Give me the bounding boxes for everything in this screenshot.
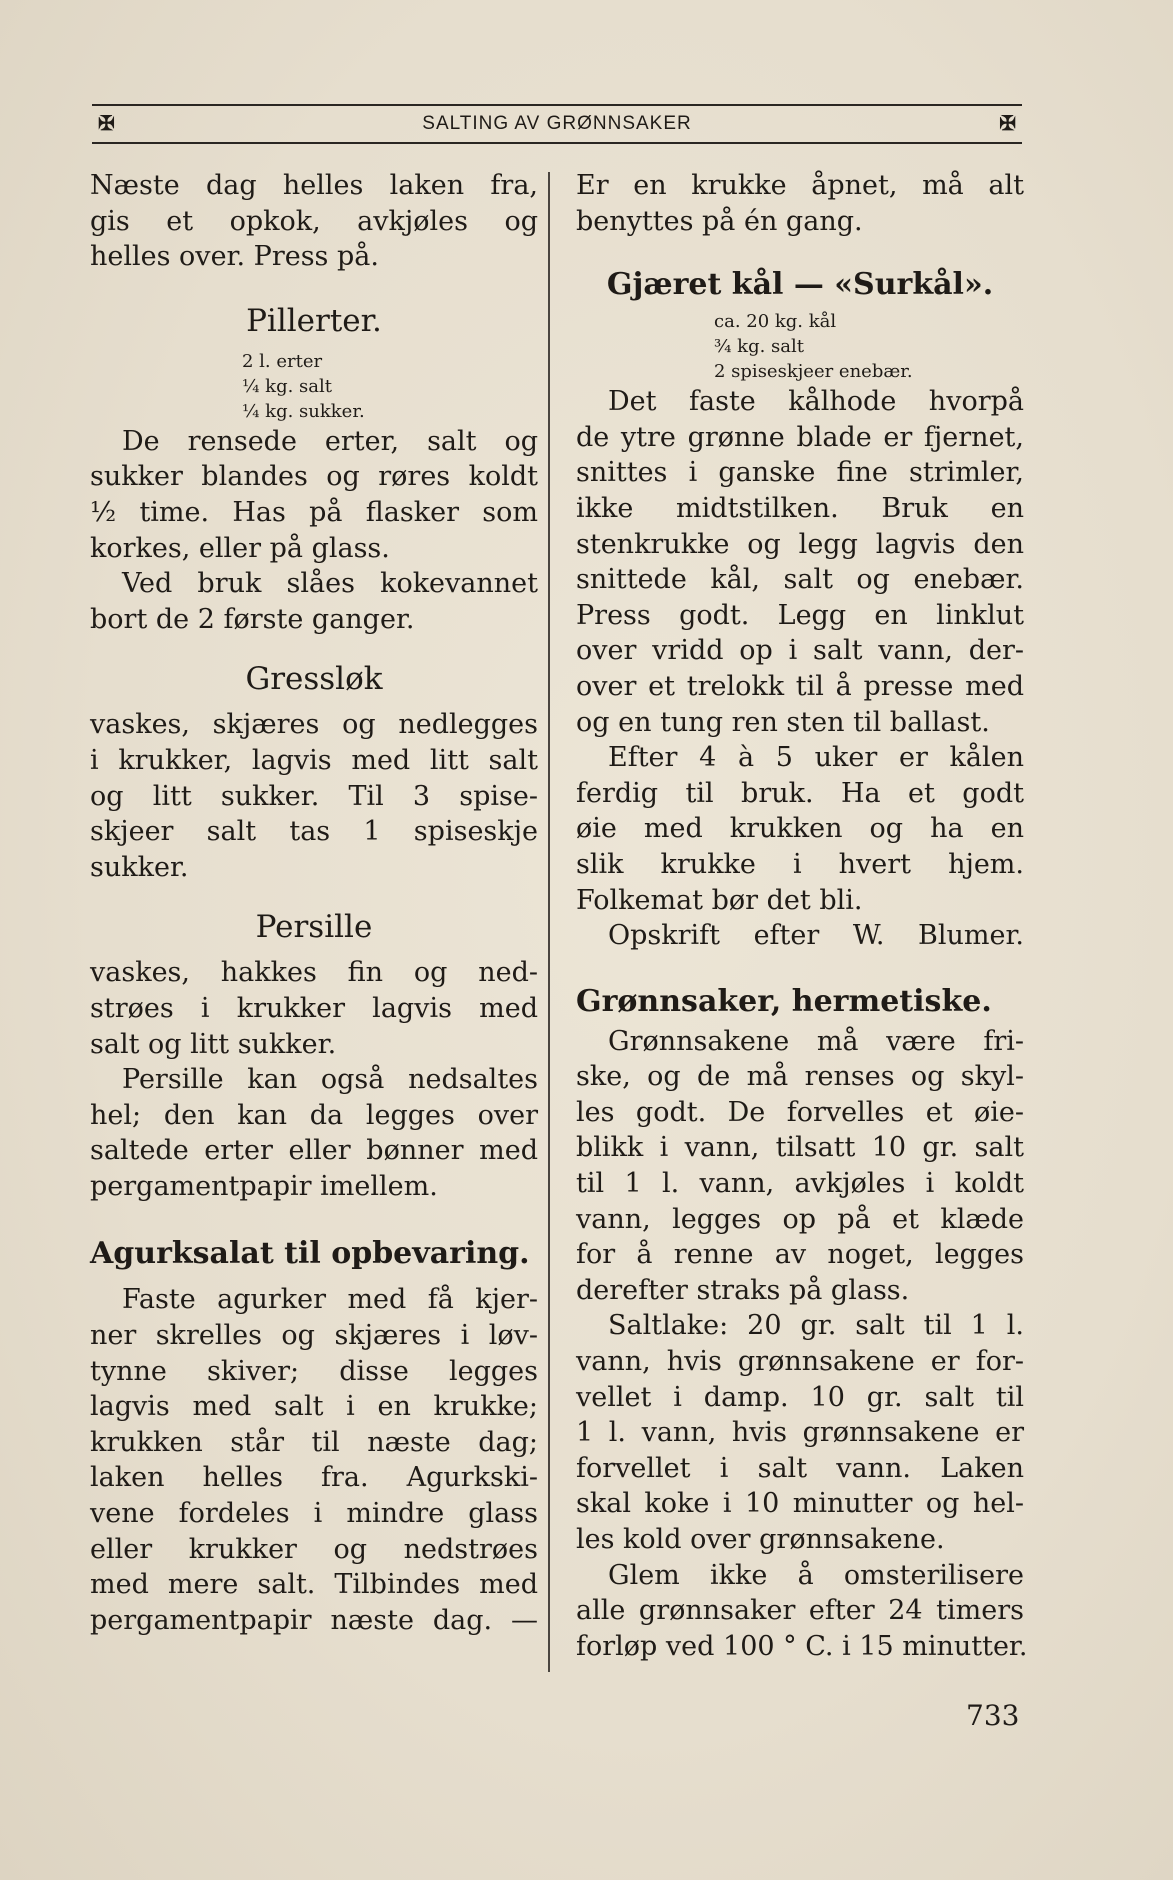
recipe-item: ¾ kg. salt <box>714 336 804 358</box>
text-line: laken helles fra. Agurkski- <box>90 1462 538 1494</box>
text-line: gis et opkok, avkjøles og <box>90 205 538 237</box>
header-title: SALTING AV GRØNNSAKER <box>422 113 692 134</box>
text-line: 1 l. vann, hvis grønnsakene er <box>576 1417 1024 1449</box>
paragraph <box>90 707 538 885</box>
text-line: korkes, eller på glass. <box>90 532 390 564</box>
text-line: les godt. De forvelles et øie- <box>576 1096 1024 1128</box>
text-line: alle grønnsaker efter 24 timers <box>576 1595 1024 1627</box>
text-line: vellet i damp. 10 gr. salt til <box>576 1381 1024 1413</box>
text-line: De rensede erter, salt og <box>122 425 538 457</box>
text-line: tynne skiver; disse legges <box>90 1355 538 1387</box>
text-line: vene fordeles i mindre glass <box>90 1498 538 1530</box>
text-line: i krukker, lagvis med litt salt <box>90 744 538 776</box>
text-line: benyttes på én gang. <box>576 205 863 237</box>
text-line: til 1 l. vann, avkjøles i koldt <box>576 1168 1024 1200</box>
text-line: snittes i ganske fine strimler, <box>576 457 1024 489</box>
section-heading-hermetiske: Grønnsaker, hermetiske. <box>576 983 992 1019</box>
text-line: eller krukker og nedstrøes <box>90 1533 538 1565</box>
text-line: sukker. <box>90 851 189 883</box>
recipe-item: 2 spiseskjeer enebær. <box>714 361 913 383</box>
text-line: Faste agurker med få kjer- <box>122 1284 538 1316</box>
text-line: ikke midtstilken. Bruk en <box>576 492 1024 524</box>
section-heading-persille: Persille <box>255 909 373 946</box>
paragraph <box>576 918 1024 954</box>
text-line: med mere salt. Tilbindes med <box>90 1569 538 1601</box>
recipe-item: ca. 20 kg. kål <box>714 311 837 333</box>
paragraph <box>576 740 1024 918</box>
cross-ornament-icon: ✠ <box>999 111 1016 135</box>
recipe-item: ¼ kg. salt <box>242 375 332 397</box>
paragraph <box>90 566 538 637</box>
text-line: forløp ved 100 ° C. i 15 minutter. <box>576 1630 1028 1662</box>
text-line: vann, hvis grønnsakene er for- <box>576 1346 1024 1378</box>
text-line: helles over. Press på. <box>90 241 379 273</box>
text-line: pergamentpapir næste dag. — <box>90 1604 538 1636</box>
recipe-list <box>90 349 538 424</box>
text-line: ske, og de må renses og skyl- <box>576 1061 1024 1093</box>
text-line: pergamentpapir imellem. <box>90 1170 438 1202</box>
text-line: Glem ikke å omsterilisere <box>608 1559 1024 1591</box>
text-line: og litt sukker. Til 3 spise- <box>90 780 538 812</box>
text-line: les kold over grønnsakene. <box>576 1524 945 1555</box>
text-line: skjeer salt tas 1 spiseskje <box>90 816 538 848</box>
text-line: for å renne av noget, legges <box>576 1239 1024 1271</box>
paragraph <box>576 1558 1028 1665</box>
text-line: Efter 4 à 5 uker er kålen <box>608 742 1024 774</box>
paragraph <box>576 1308 1024 1557</box>
text-line: Persille kan også nedsaltes <box>122 1064 538 1096</box>
text-line: Press godt. Legg en linklut <box>576 599 1024 631</box>
intro-paragraph <box>90 168 538 275</box>
text-line: strøes i krukker lagvis med <box>90 992 538 1024</box>
paragraph <box>90 424 538 566</box>
text-line: vaskes, skjæres og nedlegges <box>90 709 538 741</box>
text-line: Næste dag helles laken fra, <box>90 170 538 201</box>
text-line: Opskrift efter W. Blumer. <box>608 920 1024 952</box>
recipe-item: ¼ kg. sukker. <box>242 400 365 422</box>
section-heading-surkal: Gjæret kål — «Surkål». <box>606 267 994 303</box>
text-line: Saltlake: 20 gr. salt til 1 l. <box>608 1310 1024 1342</box>
text-line: Det faste kålhode hvorpå <box>608 386 1024 418</box>
section-heading-pillerter: Pillerter. <box>246 302 382 339</box>
text-line: og en tung ren sten til ballast. <box>576 706 990 738</box>
text-line: krukken står til næste dag; <box>90 1426 538 1458</box>
right-column <box>576 168 1028 1664</box>
left-column <box>90 168 538 1638</box>
text-line: de ytre grønne blade er fjernet, <box>576 421 1024 453</box>
text-line: Er en krukke åpnet, må alt <box>576 170 1024 201</box>
text-line: øie med krukken og ha en <box>576 813 1024 845</box>
text-line: stenkrukke og legg lagvis den <box>576 528 1024 560</box>
text-line: derefter straks på glass. <box>576 1274 910 1306</box>
text-line: ferdig til bruk. Ha et godt <box>576 777 1024 809</box>
text-line: over vridd op i salt vann, der- <box>576 635 1024 667</box>
text-line: salt og litt sukker. <box>90 1028 337 1060</box>
section-heading-gresslok: Gressløk <box>245 661 383 698</box>
text-line: vaskes, hakkes fin og ned- <box>90 957 538 989</box>
text-line: skal koke i 10 minutter og hel- <box>576 1488 1024 1520</box>
text-line: over et trelokk til å presse med <box>576 670 1024 702</box>
text-line: Grønnsakene må være fri- <box>608 1025 1024 1057</box>
text-line: forvellet i salt vann. Laken <box>576 1452 1024 1484</box>
page-number: 733 <box>966 1699 1020 1732</box>
running-header <box>92 104 1022 144</box>
text-line: hel; den kan da legges over <box>90 1099 538 1131</box>
recipe-item: 2 l. erter <box>242 350 323 372</box>
section-heading-agurksalat: Agurksalat til opbevaring. <box>90 1236 530 1272</box>
paragraph <box>90 955 538 1062</box>
text-line: ½ time. Has på flasker som <box>90 496 538 528</box>
text-line: slik krukke i hvert hjem. <box>576 848 1024 880</box>
text-line: snittede kål, salt og enebær. <box>576 564 1024 596</box>
recipe-list <box>576 309 1024 384</box>
paragraph <box>90 1062 538 1204</box>
text-line: saltede erter eller bønner med <box>90 1135 538 1167</box>
text-line: sukker blandes og røres koldt <box>90 461 538 493</box>
text-line: ner skrelles og skjæres i løv- <box>90 1320 538 1352</box>
intro-paragraph <box>576 168 1024 239</box>
paragraph <box>576 1024 1024 1309</box>
text-line: Ved bruk slåes kokevannet <box>122 568 538 600</box>
text-line: vann, legges op på et klæde <box>576 1203 1024 1235</box>
text-line: Folkemat bør det bli. <box>576 884 863 916</box>
text-line: bort de 2 første ganger. <box>90 603 415 635</box>
column-divider <box>548 172 550 1672</box>
paragraph <box>576 384 1024 740</box>
cross-ornament-icon: ✠ <box>98 111 115 135</box>
text-line: blikk i vann, tilsatt 10 gr. salt <box>576 1132 1024 1164</box>
text-line: lagvis med salt i en krukke; <box>90 1391 538 1423</box>
paragraph <box>90 1282 538 1638</box>
